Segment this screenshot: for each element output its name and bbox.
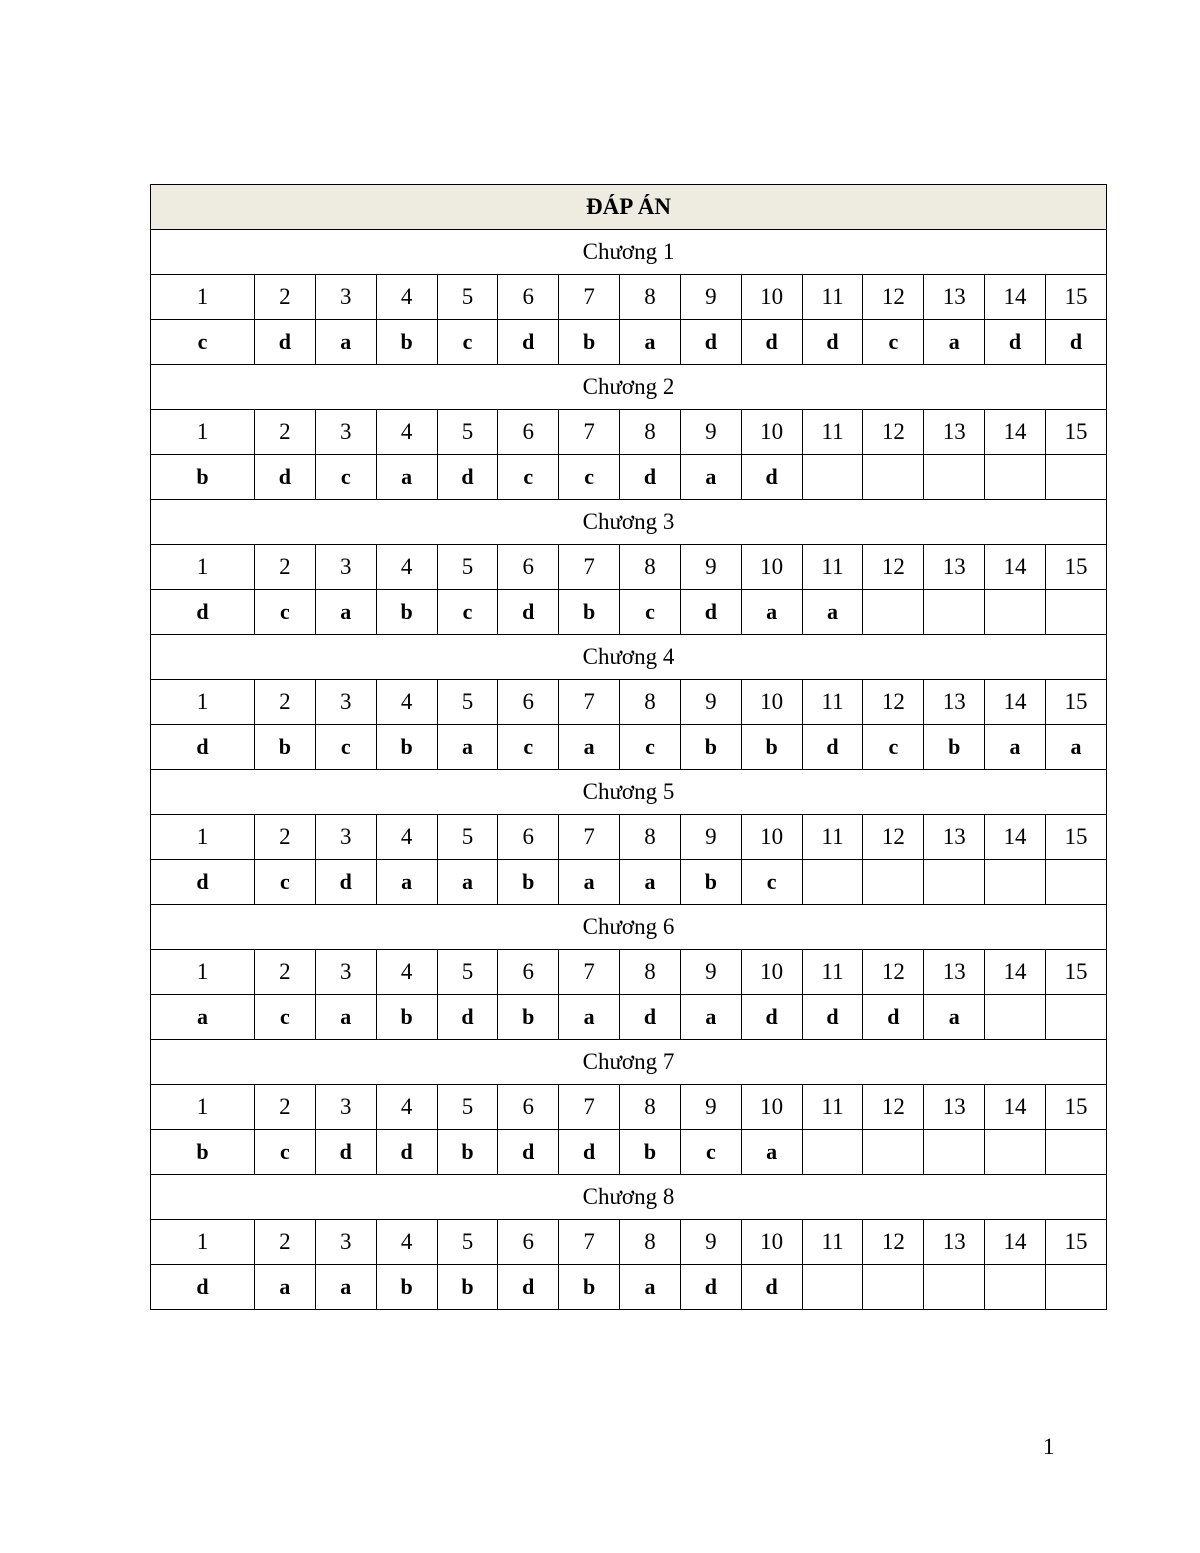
question-number: 1 (151, 1220, 255, 1265)
question-number: 6 (498, 680, 559, 725)
answer-cell: a (376, 455, 437, 500)
table-title: ĐÁP ÁN (151, 185, 1107, 230)
chapter-title: Chương 7 (151, 1040, 1107, 1085)
answer-cell: d (437, 455, 498, 500)
answer-cell: c (315, 725, 376, 770)
answer-cell: a (255, 1265, 316, 1310)
answer-cell: c (559, 455, 620, 500)
question-number: 8 (620, 1220, 681, 1265)
question-number: 2 (255, 1085, 316, 1130)
answer-cell: b (498, 860, 559, 905)
question-number: 2 (255, 680, 316, 725)
answer-cell: d (255, 320, 316, 365)
question-number: 7 (559, 275, 620, 320)
question-number-row (151, 680, 1107, 725)
answer-cell: c (255, 1130, 316, 1175)
answer-cell: b (680, 860, 741, 905)
answer-cell: d (498, 1130, 559, 1175)
answer-cell (985, 455, 1046, 500)
answer-cell: b (376, 590, 437, 635)
chapter-title: Chương 1 (151, 230, 1107, 275)
answer-cell: b (376, 725, 437, 770)
chapter-header-row (151, 635, 1107, 680)
answer-cell: d (802, 995, 863, 1040)
answer-cell: a (315, 590, 376, 635)
answer-cell (924, 860, 985, 905)
chapter-header-row (151, 1175, 1107, 1220)
answer-cell: b (559, 1265, 620, 1310)
answer-cell (985, 1265, 1046, 1310)
answer-row (151, 455, 1107, 500)
question-number: 4 (376, 680, 437, 725)
answer-cell: d (802, 320, 863, 365)
question-number: 13 (924, 815, 985, 860)
chapter-header-row (151, 1040, 1107, 1085)
answer-cell: c (437, 590, 498, 635)
answer-cell: b (620, 1130, 681, 1175)
question-number: 11 (802, 410, 863, 455)
chapter-header-row (151, 365, 1107, 410)
question-number: 15 (1045, 950, 1106, 995)
question-number: 3 (315, 275, 376, 320)
answer-row (151, 590, 1107, 635)
question-number: 4 (376, 410, 437, 455)
answer-cell: d (498, 1265, 559, 1310)
answer-cell: a (620, 860, 681, 905)
question-number: 3 (315, 680, 376, 725)
answer-cell (863, 1130, 924, 1175)
answer-cell (802, 1265, 863, 1310)
answer-cell: a (985, 725, 1046, 770)
question-number: 12 (863, 815, 924, 860)
answer-cell: a (151, 995, 255, 1040)
question-number: 1 (151, 680, 255, 725)
question-number: 10 (741, 680, 802, 725)
answer-cell: d (151, 860, 255, 905)
answer-cell (863, 860, 924, 905)
question-number-row (151, 1085, 1107, 1130)
question-number: 15 (1045, 410, 1106, 455)
question-number: 5 (437, 815, 498, 860)
answer-cell: d (1045, 320, 1106, 365)
question-number: 6 (498, 410, 559, 455)
question-number: 11 (802, 275, 863, 320)
question-number: 3 (315, 545, 376, 590)
question-number: 2 (255, 950, 316, 995)
question-number: 7 (559, 1085, 620, 1130)
question-number: 5 (437, 410, 498, 455)
question-number: 1 (151, 815, 255, 860)
question-number: 10 (741, 1085, 802, 1130)
answer-cell: a (559, 725, 620, 770)
answer-cell (1045, 1130, 1106, 1175)
question-number: 5 (437, 950, 498, 995)
answer-cell: b (559, 590, 620, 635)
question-number: 12 (863, 950, 924, 995)
answer-cell: c (620, 725, 681, 770)
answer-cell: c (680, 1130, 741, 1175)
question-number: 11 (802, 1220, 863, 1265)
question-number: 2 (255, 815, 316, 860)
question-number: 2 (255, 1220, 316, 1265)
answer-cell (802, 860, 863, 905)
answer-cell (985, 860, 1046, 905)
answer-cell: d (741, 995, 802, 1040)
question-number: 5 (437, 545, 498, 590)
question-number: 14 (985, 1220, 1046, 1265)
answer-cell: d (151, 725, 255, 770)
answer-cell: c (315, 455, 376, 500)
chapter-title: Chương 3 (151, 500, 1107, 545)
question-number: 15 (1045, 545, 1106, 590)
question-number: 9 (680, 275, 741, 320)
answer-cell: b (924, 725, 985, 770)
question-number: 7 (559, 410, 620, 455)
question-number: 8 (620, 950, 681, 995)
question-number: 10 (741, 950, 802, 995)
question-number: 10 (741, 545, 802, 590)
question-number: 13 (924, 545, 985, 590)
question-number: 9 (680, 1085, 741, 1130)
question-number: 14 (985, 1085, 1046, 1130)
question-number: 5 (437, 680, 498, 725)
answer-cell: c (255, 995, 316, 1040)
question-number: 11 (802, 815, 863, 860)
answer-cell: b (151, 455, 255, 500)
question-number: 14 (985, 680, 1046, 725)
question-number: 3 (315, 1220, 376, 1265)
question-number: 7 (559, 1220, 620, 1265)
question-number-row (151, 950, 1107, 995)
answer-cell: d (559, 1130, 620, 1175)
question-number: 8 (620, 680, 681, 725)
answer-cell: d (680, 320, 741, 365)
answer-cell: d (315, 860, 376, 905)
question-number: 14 (985, 815, 1046, 860)
answer-cell: d (680, 1265, 741, 1310)
question-number: 13 (924, 950, 985, 995)
chapter-title: Chương 2 (151, 365, 1107, 410)
answer-cell: c (498, 725, 559, 770)
question-number: 15 (1045, 275, 1106, 320)
question-number: 11 (802, 680, 863, 725)
question-number: 10 (741, 1220, 802, 1265)
answer-cell (924, 590, 985, 635)
answer-cell: a (620, 320, 681, 365)
answer-cell: a (437, 725, 498, 770)
chapter-title: Chương 6 (151, 905, 1107, 950)
question-number: 9 (680, 545, 741, 590)
answer-key-body (151, 185, 1107, 1310)
answer-cell: a (741, 590, 802, 635)
answer-cell: b (255, 725, 316, 770)
answer-cell (1045, 995, 1106, 1040)
question-number-row (151, 545, 1107, 590)
question-number: 14 (985, 410, 1046, 455)
question-number: 3 (315, 1085, 376, 1130)
answer-cell: c (255, 860, 316, 905)
question-number: 8 (620, 545, 681, 590)
question-number: 9 (680, 410, 741, 455)
chapter-header-row (151, 770, 1107, 815)
answer-cell (1045, 860, 1106, 905)
question-number: 6 (498, 545, 559, 590)
answer-cell (1045, 590, 1106, 635)
question-number: 5 (437, 1220, 498, 1265)
question-number: 14 (985, 545, 1046, 590)
question-number: 9 (680, 950, 741, 995)
question-number: 13 (924, 680, 985, 725)
question-number: 13 (924, 1085, 985, 1130)
question-number-row (151, 275, 1107, 320)
question-number: 8 (620, 1085, 681, 1130)
question-number: 1 (151, 410, 255, 455)
answer-cell: a (376, 860, 437, 905)
answer-cell: d (151, 590, 255, 635)
answer-cell: a (559, 995, 620, 1040)
question-number: 5 (437, 1085, 498, 1130)
question-number: 12 (863, 1220, 924, 1265)
question-number: 1 (151, 275, 255, 320)
answer-cell: a (1045, 725, 1106, 770)
question-number: 9 (680, 680, 741, 725)
question-number: 10 (741, 275, 802, 320)
answer-cell: d (802, 725, 863, 770)
answer-cell: b (437, 1130, 498, 1175)
answer-cell: a (559, 860, 620, 905)
question-number: 13 (924, 275, 985, 320)
answer-cell: c (741, 860, 802, 905)
answer-cell: d (437, 995, 498, 1040)
question-number: 11 (802, 1085, 863, 1130)
answer-cell: a (680, 995, 741, 1040)
answer-cell: a (437, 860, 498, 905)
question-number-row (151, 410, 1107, 455)
question-number: 2 (255, 545, 316, 590)
answer-cell: d (620, 995, 681, 1040)
answer-cell (1045, 455, 1106, 500)
question-number: 10 (741, 410, 802, 455)
question-number: 4 (376, 815, 437, 860)
question-number: 6 (498, 1085, 559, 1130)
question-number: 9 (680, 815, 741, 860)
answer-cell: b (741, 725, 802, 770)
answer-cell: d (376, 1130, 437, 1175)
question-number: 8 (620, 410, 681, 455)
answer-cell: a (802, 590, 863, 635)
answer-key-table (150, 184, 1107, 1310)
question-number: 7 (559, 545, 620, 590)
answer-cell: c (863, 320, 924, 365)
answer-cell: d (741, 1265, 802, 1310)
question-number: 4 (376, 275, 437, 320)
question-number: 2 (255, 275, 316, 320)
question-number: 15 (1045, 1085, 1106, 1130)
answer-row (151, 1130, 1107, 1175)
question-number: 15 (1045, 815, 1106, 860)
question-number: 11 (802, 950, 863, 995)
question-number: 13 (924, 1220, 985, 1265)
question-number: 8 (620, 815, 681, 860)
chapter-header-row (151, 230, 1107, 275)
answer-cell: a (315, 995, 376, 1040)
question-number: 8 (620, 275, 681, 320)
answer-cell (802, 1130, 863, 1175)
question-number: 12 (863, 680, 924, 725)
answer-row (151, 1265, 1107, 1310)
answer-cell: a (741, 1130, 802, 1175)
answer-cell: b (376, 995, 437, 1040)
chapter-header-row (151, 500, 1107, 545)
answer-cell: d (620, 455, 681, 500)
answer-cell: d (741, 455, 802, 500)
question-number: 4 (376, 545, 437, 590)
answer-cell: d (151, 1265, 255, 1310)
answer-cell: d (498, 590, 559, 635)
question-number: 6 (498, 275, 559, 320)
answer-cell: d (315, 1130, 376, 1175)
answer-cell (924, 455, 985, 500)
answer-cell: a (924, 995, 985, 1040)
answer-cell: c (498, 455, 559, 500)
question-number: 15 (1045, 1220, 1106, 1265)
answer-cell: a (680, 455, 741, 500)
answer-cell: b (680, 725, 741, 770)
answer-cell: d (741, 320, 802, 365)
answer-cell (985, 1130, 1046, 1175)
question-number: 1 (151, 545, 255, 590)
answer-cell: c (255, 590, 316, 635)
question-number: 7 (559, 680, 620, 725)
answer-cell (863, 455, 924, 500)
question-number: 12 (863, 1085, 924, 1130)
answer-cell (924, 1130, 985, 1175)
chapter-title: Chương 5 (151, 770, 1107, 815)
answer-cell: b (376, 320, 437, 365)
question-number: 1 (151, 1085, 255, 1130)
answer-cell: a (315, 320, 376, 365)
question-number: 3 (315, 950, 376, 995)
question-number: 13 (924, 410, 985, 455)
answer-cell: a (315, 1265, 376, 1310)
chapter-title: Chương 8 (151, 1175, 1107, 1220)
question-number: 12 (863, 545, 924, 590)
answer-cell (802, 455, 863, 500)
answer-row (151, 320, 1107, 365)
answer-cell: b (559, 320, 620, 365)
answer-cell: d (255, 455, 316, 500)
question-number: 4 (376, 1085, 437, 1130)
answer-cell (1045, 1265, 1106, 1310)
question-number: 12 (863, 275, 924, 320)
answer-cell (985, 995, 1046, 1040)
answer-cell: c (437, 320, 498, 365)
question-number: 11 (802, 545, 863, 590)
question-number: 3 (315, 815, 376, 860)
question-number: 9 (680, 1220, 741, 1265)
question-number: 14 (985, 275, 1046, 320)
answer-cell: d (863, 995, 924, 1040)
question-number: 12 (863, 410, 924, 455)
answer-cell: c (151, 320, 255, 365)
question-number: 6 (498, 950, 559, 995)
chapter-header-row (151, 905, 1107, 950)
question-number: 7 (559, 950, 620, 995)
answer-cell: b (437, 1265, 498, 1310)
answer-cell (924, 1265, 985, 1310)
answer-row (151, 725, 1107, 770)
question-number: 6 (498, 815, 559, 860)
answer-cell: a (924, 320, 985, 365)
question-number: 3 (315, 410, 376, 455)
answer-cell: d (498, 320, 559, 365)
question-number: 7 (559, 815, 620, 860)
page-number: 1 (1043, 1434, 1055, 1459)
question-number-row (151, 815, 1107, 860)
chapter-title: Chương 4 (151, 635, 1107, 680)
answer-cell: d (985, 320, 1046, 365)
answer-cell (985, 590, 1046, 635)
answer-cell: d (680, 590, 741, 635)
question-number: 4 (376, 950, 437, 995)
question-number: 10 (741, 815, 802, 860)
answer-cell: c (863, 725, 924, 770)
question-number: 2 (255, 410, 316, 455)
answer-cell: a (620, 1265, 681, 1310)
answer-cell: b (498, 995, 559, 1040)
answer-cell: c (620, 590, 681, 635)
answer-cell (863, 1265, 924, 1310)
answer-cell (863, 590, 924, 635)
question-number-row (151, 1220, 1107, 1265)
question-number: 14 (985, 950, 1046, 995)
question-number: 1 (151, 950, 255, 995)
question-number: 6 (498, 1220, 559, 1265)
answer-row (151, 860, 1107, 905)
answer-cell: b (376, 1265, 437, 1310)
answer-cell: b (151, 1130, 255, 1175)
question-number: 4 (376, 1220, 437, 1265)
question-number: 15 (1045, 680, 1106, 725)
answer-row (151, 995, 1107, 1040)
question-number: 5 (437, 275, 498, 320)
title-row (151, 185, 1107, 230)
